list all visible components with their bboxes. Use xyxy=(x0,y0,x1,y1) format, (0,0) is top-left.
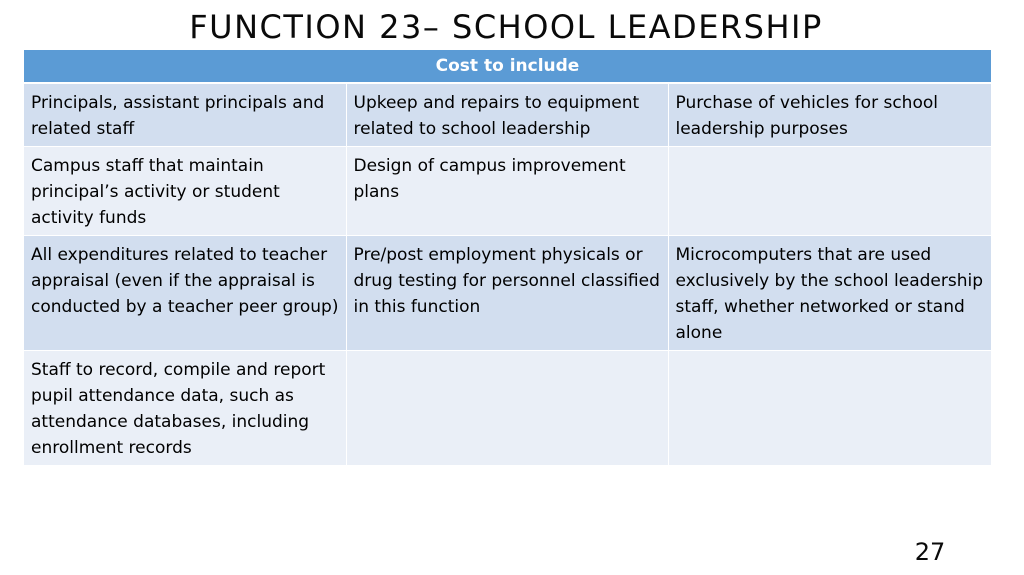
table-row xyxy=(24,83,991,147)
cost-table xyxy=(24,50,991,466)
table-header: Cost to include xyxy=(24,50,991,83)
table-cell: Principals, assistant principals and related staff xyxy=(24,83,346,147)
table-row xyxy=(24,351,991,466)
table-cell xyxy=(668,147,991,236)
table-row xyxy=(24,147,991,236)
table-cell: Pre/post employment physicals or drug testing for personnel classified in this function xyxy=(346,236,668,351)
table-cell: Upkeep and repairs to equipment related to school leadership xyxy=(346,83,668,147)
table-cell: Campus staff that maintain principal’s activity or student activity funds xyxy=(24,147,346,236)
table-cell xyxy=(668,351,991,466)
table-cell: Design of campus improvement plans xyxy=(346,147,668,236)
table-cell: All expenditures related to teacher appraisal (even if the appraisal is conducted by a teacher peer group) xyxy=(24,236,346,351)
cost-table-container xyxy=(24,50,991,466)
table-cell xyxy=(346,351,668,466)
table-row xyxy=(24,236,991,351)
table-header-row xyxy=(24,50,991,83)
table-cell: Purchase of vehicles for school leadership purposes xyxy=(668,83,991,147)
table-cell: Microcomputers that are used exclusively by the school leadership staff, whether networked or stand alone xyxy=(668,236,991,351)
page-number: 27 xyxy=(914,538,946,566)
table-cell: Staff to record, compile and report pupil attendance data, such as attendance databases, including enrollment records xyxy=(24,351,346,466)
slide-title: FUNCTION 23– SCHOOL LEADERSHIP xyxy=(189,8,823,46)
